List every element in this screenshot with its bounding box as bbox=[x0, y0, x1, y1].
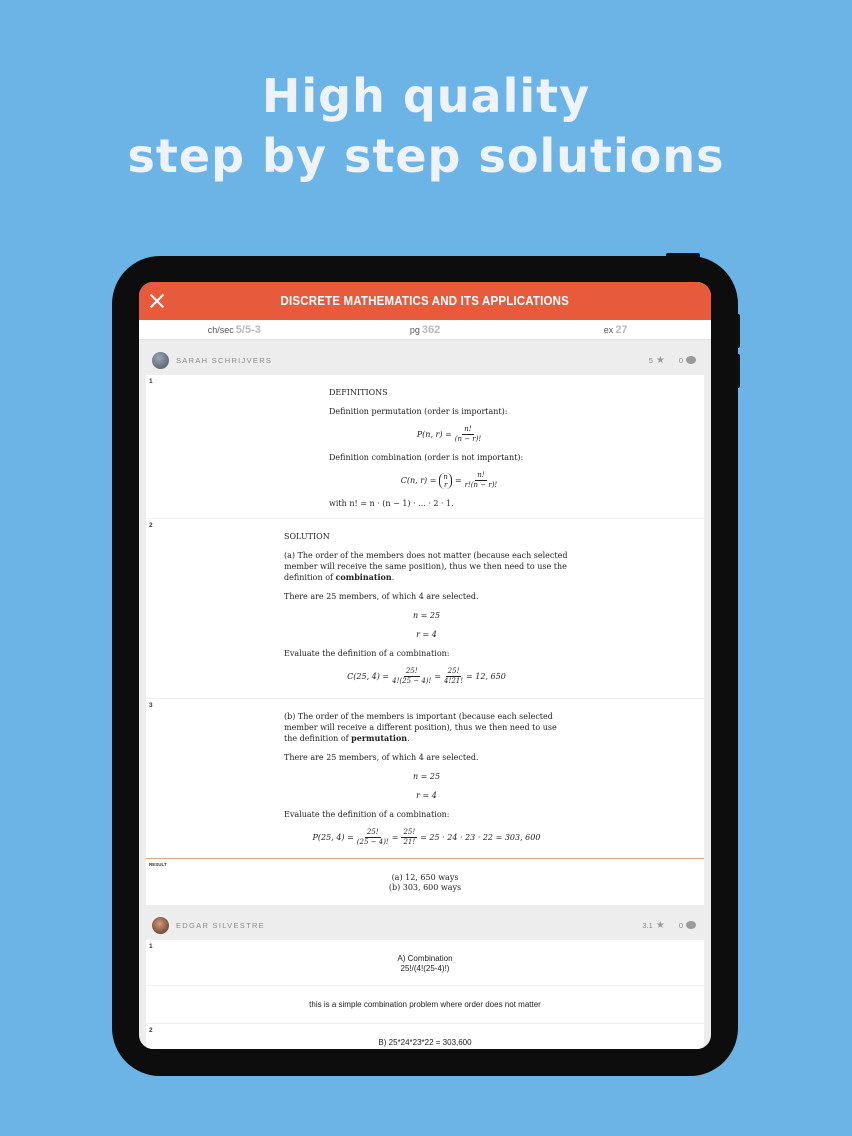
chapter-section[interactable]: ch/sec 5/5-3 bbox=[207, 323, 261, 336]
n-value: n = 25 bbox=[412, 772, 441, 781]
comment-bubble-icon bbox=[686, 356, 696, 364]
headline-line-1: High quality bbox=[261, 69, 591, 123]
result-line-a: (a) 12, 650 ways bbox=[391, 873, 459, 882]
solution-step bbox=[146, 1023, 704, 1049]
comments-count[interactable]: 0 bbox=[679, 921, 696, 930]
solution-author-bar bbox=[146, 911, 704, 939]
exercise-number[interactable]: ex 27 bbox=[603, 323, 628, 336]
page-number[interactable]: pg 362 bbox=[409, 323, 441, 336]
location-bar bbox=[139, 320, 711, 340]
rating[interactable]: 5 ★ bbox=[648, 354, 665, 366]
step-line: 25!/(4!(25-4)!) bbox=[400, 964, 450, 973]
step-number: 1 bbox=[149, 378, 153, 385]
step-heading: DEFINITIONS bbox=[329, 388, 388, 397]
evaluate-statement: Evaluate the definition of a combination: bbox=[284, 649, 450, 658]
solution-author-bar bbox=[146, 346, 704, 374]
star-icon: ★ bbox=[655, 919, 665, 931]
factorial-definition: with n! = n · (n − 1) · ... · 2 · 1. bbox=[329, 499, 454, 508]
evaluate-statement: Evaluate the definition of a combination: bbox=[284, 810, 450, 819]
step-heading: SOLUTION bbox=[284, 532, 330, 541]
solution-step bbox=[146, 698, 704, 858]
result-box bbox=[146, 867, 704, 905]
solution-step-note bbox=[146, 985, 704, 1023]
app-bar bbox=[139, 282, 711, 320]
solution-step bbox=[146, 518, 704, 698]
members-statement: There are 25 members, of which 4 are selected. bbox=[284, 592, 479, 601]
promo-headline bbox=[0, 66, 852, 186]
close-icon[interactable] bbox=[147, 291, 167, 311]
members-statement: There are 25 members, of which 4 are selected. bbox=[284, 753, 479, 762]
solution-card bbox=[146, 346, 704, 905]
step-number: 2 bbox=[149, 522, 153, 529]
step-note: this is a simple combination problem where order does not matter bbox=[309, 1000, 541, 1009]
avatar[interactable] bbox=[152, 917, 169, 934]
permutation-calculation: P(25, 4) = $\frac{25!}{(25 - 4)!}$ = $\frac{25!}{21!}$ = 25 · 24 · 23 · 22 = 303, 600 bbox=[312, 828, 541, 846]
book-title: DISCRETE MATHEMATICS AND ITS APPLICATIONS bbox=[280, 294, 570, 308]
solution-step bbox=[146, 374, 704, 518]
rating[interactable]: 3.1 ★ bbox=[642, 919, 665, 931]
step-paragraph: (a) The order of the members does not matter (because each selected member will receive the same position), thus we then need to use the definition of combination. bbox=[284, 551, 568, 582]
tablet-volume-down bbox=[736, 354, 740, 388]
author-name[interactable]: EDGAR SILVESTRE bbox=[176, 920, 265, 930]
star-icon: ★ bbox=[655, 354, 665, 366]
n-value: n = 25 bbox=[412, 611, 441, 620]
headline-line-2: step by step solutions bbox=[127, 129, 725, 183]
result-line-b: (b) 303, 600 ways bbox=[388, 883, 462, 892]
combination-calculation: C(25, 4) = $\frac{25!}{4!(25 - 4)!}$ = $\frac{25!}{4!21!}$ = 12, 650 bbox=[347, 667, 506, 685]
r-value: r = 4 bbox=[416, 630, 437, 639]
comment-bubble-icon bbox=[686, 921, 696, 929]
step-paragraph: (b) The order of the members is important (because each selected member will receive a different position), thus we then need to use the definition of permutation. bbox=[284, 712, 557, 743]
comments-count[interactable]: 0 bbox=[679, 356, 696, 365]
tablet-volume-up bbox=[736, 314, 740, 348]
step-line: A) Combination bbox=[397, 954, 453, 963]
author-name[interactable]: SARAH SCHRIJVERS bbox=[176, 355, 273, 365]
combination-formula: C(n, r) = n r = $\frac{n!}{r!(n - r)!}$ bbox=[400, 471, 498, 489]
step-number: 2 bbox=[149, 1027, 153, 1034]
step-number: 1 bbox=[149, 943, 153, 950]
result-label: RESULT bbox=[146, 858, 704, 867]
step-number: 3 bbox=[149, 702, 153, 709]
permutation-definition: Definition permutation (order is important): bbox=[329, 407, 508, 416]
solution-step bbox=[146, 939, 704, 985]
permutation-formula: P(n, r) = $\frac{n!}{(n - r)!}$ bbox=[416, 425, 482, 443]
r-value: r = 4 bbox=[416, 791, 437, 800]
avatar[interactable] bbox=[152, 352, 169, 369]
step-line: B) 25*24*23*22 = 303,600 bbox=[378, 1038, 472, 1047]
app-screen bbox=[139, 282, 711, 1049]
solution-card bbox=[146, 911, 704, 1049]
combination-definition: Definition combination (order is not important): bbox=[329, 453, 524, 462]
